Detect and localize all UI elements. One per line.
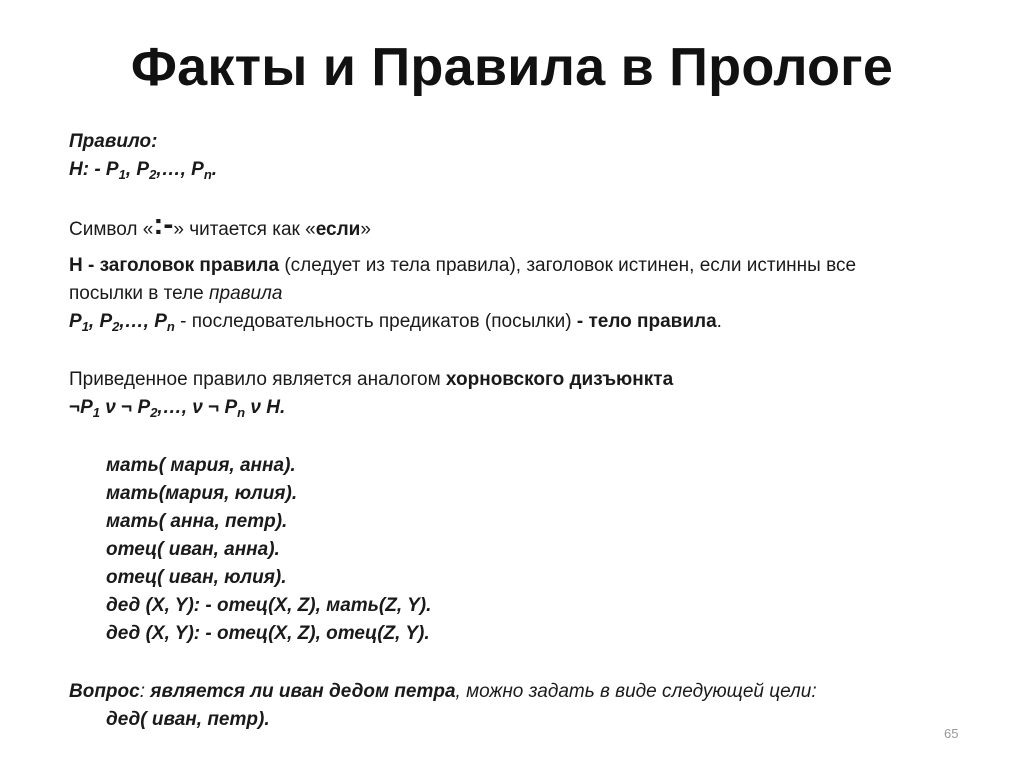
code-line: дед (X, Y): - отец(X, Z), отец(Z, Y). [106, 623, 430, 644]
slide-content [69, 128, 969, 734]
slide-title: Факты и Правила в Прологе [130, 37, 894, 97]
code-line: отец( иван, анна). [106, 539, 280, 560]
code-line: мать( мария, анна). [106, 455, 296, 476]
question-goal: дед( иван, петр). [106, 709, 270, 730]
horn-clause-text: Приведенное правило является аналогом хорновского дизъюнкта [69, 369, 674, 390]
head-definition-line2: посылки в теле правила [69, 283, 283, 304]
code-line: мать( анна, петр). [106, 511, 288, 532]
symbol-description: Символ «:-» читается как «если» [69, 208, 371, 241]
head-definition-line1: H - заголовок правила (следует из тела правила), заголовок истинен, если истинны все [69, 255, 857, 276]
rule-formula: H: - $P_1$, $P_2,\dots$, $P_n$. [69, 159, 218, 182]
horn-clause-formula: $\neg P_1$ ν ¬ $P_2,\dots$, ν ¬ $P_n$ ν H. [69, 397, 286, 420]
code-line: отец( иван, юлия). [106, 567, 287, 588]
rule-label: Правило: [69, 131, 158, 152]
page-number: 65 [944, 726, 959, 741]
code-line: мать(мария, юлия). [106, 483, 298, 504]
code-line: дед (X, Y): - отец(X, Z), мать(Z, Y). [106, 595, 432, 616]
question-line: Вопрос: является ли иван дедом петра, можно задать в виде следующей цели: [69, 681, 817, 702]
neck-symbol: :- [153, 208, 174, 241]
body-definition: $P_1$, $P_2,\dots$, $P_n$ - последовательность предикатов (посылки) - тело правила. [69, 311, 722, 334]
